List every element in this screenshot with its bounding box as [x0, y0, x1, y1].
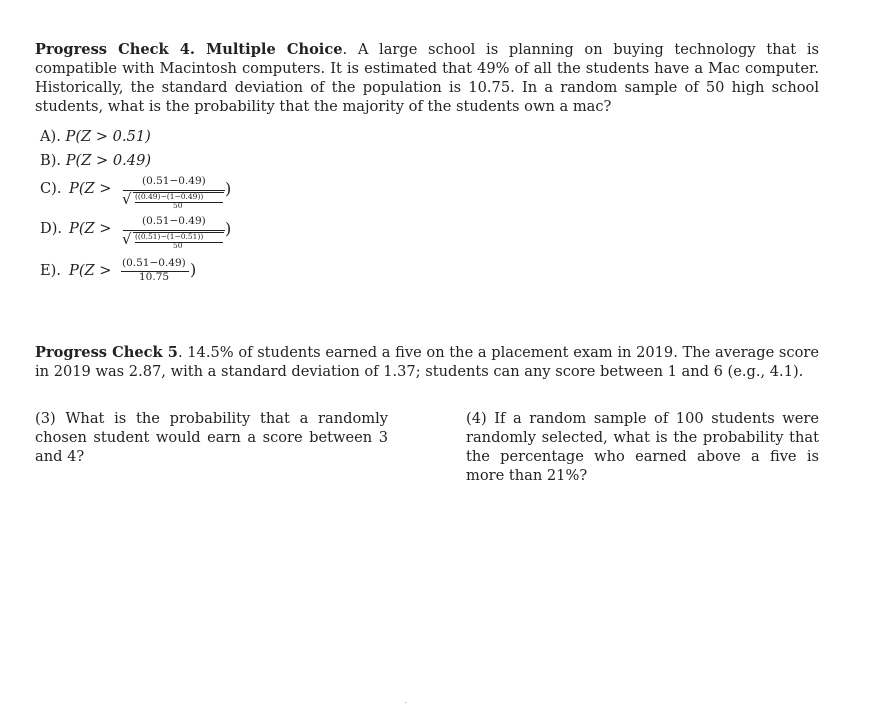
option-c-suffix: )	[225, 179, 232, 198]
option-e	[40, 252, 220, 292]
option-b-expr: P(Z > 0.49)	[65, 152, 152, 169]
option-d	[40, 210, 260, 250]
pc4-mc-label: Multiple Choice	[206, 41, 343, 58]
option-d-inner-numerator: ((0.51)−(1−0.51))	[135, 232, 204, 241]
option-c-prefix: P(Z >	[69, 180, 112, 197]
option-d-fraction-bar	[123, 230, 225, 231]
option-c	[40, 170, 260, 210]
pc5-text: 14.5% of students earned a five on the a placement exam in 2019. The average score in 2019 was 2.87, with a standard deviation of 1.37; students can any score between 1 and 6 (e.g., 4.1).	[35, 344, 819, 380]
option-a-expr: P(Z > 0.51)	[65, 128, 151, 145]
progress-check-5-paragraph: Progress Check 5. 14.5% of students earned a five on the a placement exam in 2019. The average score in 2019 was 2.87, with a standard deviation of 1.37; students can any score between 1 and 6 (e.g., 4.1).	[35, 344, 819, 380]
q4-number: (4)	[466, 410, 487, 427]
option-e-prefix: P(Z >	[69, 262, 112, 279]
option-d-numerator: (0.51−0.49)	[142, 215, 206, 227]
progress-check-4-paragraph: Progress Check 4. Multiple Choice. A large school is planning on buying technology that is compatible with Macintosh computers. It is estimated that 49% of all the students have a Mac computer. Historically, the standard deviation of the population is 10.75. In a random sample of 50 high school students, what is the probability that the majority of the students own a mac?	[35, 41, 819, 115]
option-c-numerator: (0.51−0.49)	[142, 175, 206, 187]
option-b	[40, 151, 151, 170]
pc5-label: Progress Check 5	[35, 344, 178, 361]
pc4-text: A large school is planning on buying technology that is compatible with Macintosh computers. It is estimated that 49% of all the students have a Mac computer. Historically, the standard deviation of the population is 10.75. In a random sample of 50 high school students, what is the probability that the majority of the students own a mac?	[35, 41, 819, 115]
option-e-numerator: (0.51−0.49)	[122, 257, 186, 269]
option-e-denominator: 10.75	[139, 271, 170, 283]
option-c-inner-numerator: ((0.49)−(1−0.49))	[135, 192, 204, 201]
option-c-inner-denominator: 50	[173, 201, 183, 210]
pc4-label: Progress Check 4	[35, 41, 190, 58]
option-d-inner-denominator: 50	[173, 241, 183, 250]
q4-text: If a random sample of 100 students were randomly selected, what is the probability that the percentage who earned above a five is more than 21%?	[466, 410, 819, 484]
option-e-suffix: )	[190, 260, 197, 279]
option-d-letter: D).	[40, 220, 63, 237]
option-a	[40, 127, 151, 146]
stray-dot	[405, 702, 406, 703]
option-d-prefix: P(Z >	[69, 220, 112, 237]
q3-text: What is the probability that a randomly chosen student would earn a score between 3 and 4?	[35, 410, 388, 465]
option-b-letter: B).	[40, 152, 62, 169]
option-a-letter: A).	[40, 128, 61, 145]
option-c-sqrt-icon: √	[122, 190, 132, 208]
option-e-letter: E).	[40, 262, 61, 279]
option-d-suffix: )	[225, 219, 232, 238]
option-d-sqrt-icon: √	[122, 230, 132, 248]
question-3	[35, 409, 388, 466]
option-c-fraction-bar	[123, 190, 225, 191]
question-4	[466, 409, 819, 485]
option-c-letter: C).	[40, 180, 62, 197]
q3-number: (3)	[35, 410, 56, 427]
